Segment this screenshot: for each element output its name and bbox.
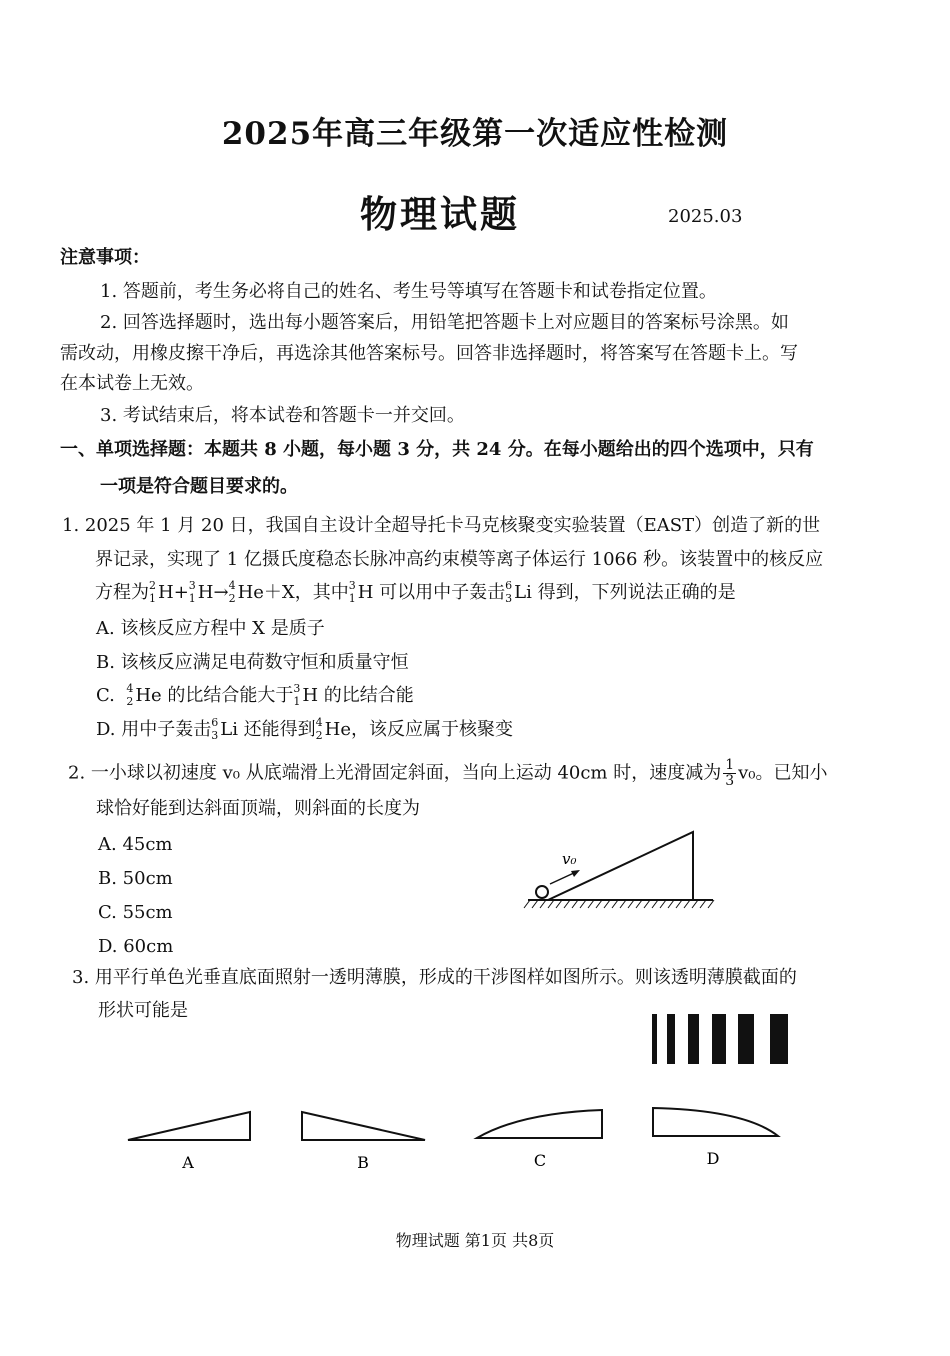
notice-item-3: 3. 考试结束后，将本试卷和答题卡一并交回。 <box>100 405 465 426</box>
q3-line-1: 3. 用平行单色光垂直底面照射一透明薄膜，形成的干涉图样如图所示。则该透明薄膜截面的 <box>72 967 797 988</box>
shape-b <box>302 1112 425 1140</box>
notice-item-2-end: 在本试卷上无效。 <box>60 373 204 394</box>
q2-line-1: 2. 一小球以初速度 v₀ 从底端滑上光滑固定斜面，当向上运动 40cm 时，速度减为 $\frac{1}{3}$ v₀。已知小 <box>68 757 828 789</box>
fringe-6 <box>770 1014 788 1064</box>
shape-d <box>653 1108 778 1136</box>
fringe-5 <box>738 1014 754 1064</box>
q2-option-b: B. 50cm <box>98 868 173 889</box>
shape-c <box>477 1110 602 1138</box>
notice-heading: 注意事项： <box>60 247 150 268</box>
q1-option-a: A. 该核反应方程中 X 是质子 <box>96 618 325 639</box>
q1-line-1: 1. 2025 年 1 月 20 日，我国自主设计全超导托卡马克核聚变实验装置（EAST）创造了新的世 <box>62 515 821 536</box>
fringe-1 <box>652 1014 657 1064</box>
q2-option-d: D. 60cm <box>98 936 174 957</box>
q3-line-2: 形状可能是 <box>98 1000 188 1021</box>
fraction-one-third: $\frac{1}{3}$ <box>725 757 735 789</box>
ball-icon <box>536 886 548 898</box>
film-shapes <box>120 1105 800 1175</box>
shape-label-b: B <box>357 1153 369 1172</box>
incline-figure <box>520 820 720 915</box>
q2-option-c: C. 55cm <box>98 902 173 923</box>
exam-date: 2025.03 <box>668 206 743 227</box>
section-heading: 一、单项选择题：本题共 8 小题，每小题 3 分，共 24 分。在每小题给出的四个选项中，只有 <box>60 439 814 460</box>
shape-a <box>128 1112 250 1140</box>
fringe-3 <box>688 1014 699 1064</box>
section-heading-cont: 一项是符合题目要求的。 <box>100 476 298 497</box>
notice-item-2-cont: 需改动，用橡皮擦干净后，再选涂其他答案标号。回答非选择题时，将答案写在答题卡上。写 <box>60 343 798 364</box>
shape-label-c: C <box>533 1151 547 1170</box>
q1-line-2: 界记录，实现了 1 亿摄氏度稳态长脉冲高约束模等离子体运行 1066 秒。该装置中的核反应 <box>95 549 824 570</box>
fringe-2 <box>667 1014 675 1064</box>
shape-label-a: A <box>182 1153 194 1172</box>
interference-pattern <box>650 1014 792 1064</box>
shape-label-d: D <box>706 1149 720 1168</box>
q1-option-b: B. 该核反应满足电荷数守恒和质量守恒 <box>96 652 409 673</box>
exam-title: 2025年高三年级第一次适应性检测 <box>221 116 729 152</box>
page-footer: 物理试题 第1页 共8页 <box>395 1231 555 1250</box>
velocity-label: v₀ <box>562 850 577 868</box>
fringe-4 <box>712 1014 726 1064</box>
q1-option-d: D. 用中子轰击 6 3 Li 还能得到 4 2 He，该反应属于核聚变 <box>96 716 514 742</box>
subject-title: 物理试题 <box>360 192 520 236</box>
notice-item-1: 1. 答题前，考生务必将自己的姓名、考生号等填写在答题卡和试卷指定位置。 <box>100 281 717 302</box>
q2-option-a: A. 45cm <box>98 834 173 855</box>
q1-equation-line: 方程为 2 1 H+ 3 1 H→ 4 2 He＋X，其中 3 1 H 可以用中子轰击 6 3 Li 得到，下列说法正确的是 <box>95 579 736 605</box>
q2-line-2: 球恰好能到达斜面顶端，则斜面的长度为 <box>96 798 420 819</box>
notice-item-2: 2. 回答选择题时，选出每小题答案后，用铅笔把答题卡上对应题目的答案标号涂黑。如 <box>100 312 789 333</box>
q1-option-c: C. 4 2 He 的比结合能大于 3 1 H 的比结合能 <box>96 682 414 708</box>
